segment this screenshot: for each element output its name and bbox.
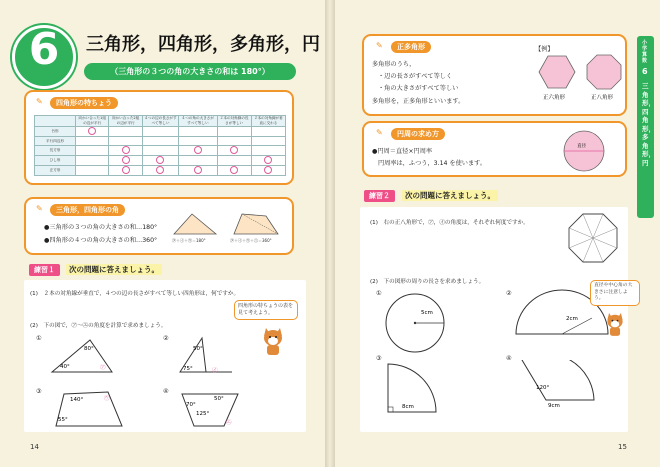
shiba-mascot — [260, 326, 286, 356]
octagon-exercise-figure — [567, 212, 619, 264]
radius-label: 8cm — [402, 404, 414, 410]
circle-mark — [264, 156, 272, 164]
table-cell — [142, 137, 178, 146]
table-cell — [76, 166, 109, 176]
table-cell — [217, 146, 251, 156]
column-header: ４つの角の大きさがすべて等しい — [179, 116, 217, 127]
figure-number: ③ — [36, 388, 42, 395]
angle-label: 120° — [536, 385, 550, 391]
unknown-angle-label: ㋑ — [212, 368, 218, 374]
angle-label: 75° — [183, 366, 193, 372]
table-cell — [109, 166, 142, 176]
column-header: ２本の対角線が垂直に交わる — [251, 116, 285, 127]
radius-label: 5cm — [421, 310, 433, 316]
chapter-title: 三角形，四角形，多角形，円 — [86, 34, 320, 55]
circle-mark — [122, 166, 130, 174]
angle-label: 80° — [84, 346, 94, 352]
triangle-caption: ㋐＋㋑＋㋒＝180° — [172, 238, 206, 243]
column-header: 向かい合った2組の辺が平行 — [109, 116, 142, 127]
row-header: 正方形 — [35, 166, 76, 176]
practice-2-heading: 次の問題に答えましょう。 — [402, 190, 498, 201]
column-header: ２本の対角線の長さが等しい — [217, 116, 251, 127]
side-tab-category: 小学算数 — [642, 40, 648, 64]
angles-heading: 三角形，四角形の角 — [50, 204, 125, 216]
radius-label: 2cm — [566, 316, 578, 322]
table-cell — [109, 137, 142, 146]
quadrilateral-figure-3 — [48, 386, 128, 430]
polygon-heading: 正多角形 — [391, 41, 431, 53]
practice-2-q2: (2) 下の図形の周りの長さを求めましょう。 — [370, 279, 485, 285]
circle-exercise-figure — [384, 292, 446, 354]
practice-1-label: 練習１ — [29, 264, 60, 276]
circle-mark — [88, 127, 96, 135]
figure-number: ① — [376, 290, 382, 297]
octagon-label: 正八角形 — [591, 95, 614, 101]
triangle-angle-figure — [170, 210, 222, 238]
pencil-icon: ✎ — [36, 97, 43, 106]
circumference-heading: 円周の求め方 — [391, 128, 445, 140]
quadrilateral-angle-figure — [228, 210, 284, 238]
circumference-formula: ●円周＝直径×円周率 — [372, 148, 433, 155]
angle-label: 50° — [214, 396, 224, 402]
figure-number: ③ — [376, 355, 382, 362]
row-header: ひし形 — [35, 156, 76, 166]
table-cell — [251, 166, 285, 176]
angle-rule-quadrilateral: ●四角形の４つの角の大きさの和…360° — [44, 237, 158, 244]
circle-mark — [194, 146, 202, 154]
chapter-subtitle: （三角形の３つの角の大きさの和は 180°） — [84, 63, 296, 80]
practice-2-label: 練習２ — [364, 190, 395, 202]
table-cell — [251, 146, 285, 156]
unknown-angle-label: ㋓ — [226, 420, 232, 426]
diameter-label: 直径 — [577, 144, 586, 149]
figure-number: ④ — [163, 388, 169, 395]
polygon-text-4: 多角形を，正多角形といいます。 — [372, 98, 465, 105]
table-corner — [35, 116, 76, 127]
pencil-icon: ✎ — [36, 204, 43, 213]
side-tab-title: 三角形，四角形，多角形，円 — [642, 82, 655, 167]
angle-label: 50° — [193, 346, 203, 352]
table-cell — [142, 127, 178, 137]
angle-label: 40° — [60, 364, 70, 370]
example-label: 【例】 — [535, 46, 554, 53]
table-cell — [76, 146, 109, 156]
table-cell — [179, 146, 217, 156]
unknown-angle-label: ㋒ — [104, 396, 110, 402]
pencil-icon: ✎ — [376, 41, 383, 50]
circle-mark — [230, 146, 238, 154]
figure-number: ④ — [506, 355, 512, 362]
right-page-number: 15 — [618, 443, 627, 451]
quadrilateral-caption: ㋐＋㋑＋㋒＋㋓＝360° — [230, 238, 272, 243]
circle-mark — [156, 156, 164, 164]
column-header: 向かい合った1組の辺が平行 — [76, 116, 109, 127]
table-cell — [76, 137, 109, 146]
table-cell — [179, 127, 217, 137]
angle-label: 55° — [58, 417, 68, 423]
table-cell — [251, 156, 285, 166]
left-page-number: 14 — [30, 443, 39, 451]
figure-number: ② — [163, 335, 169, 342]
row-header: 台形 — [35, 127, 76, 137]
polygon-text-3: ・角の大きさがすべて等しい — [378, 85, 459, 92]
circle-mark — [194, 166, 202, 174]
features-heading: 四角形の特ちょう — [50, 97, 118, 109]
quadrilateral-figure-4 — [176, 386, 244, 430]
table-cell — [109, 127, 142, 137]
table-cell — [76, 127, 109, 137]
table-cell — [251, 127, 285, 137]
circle-mark — [122, 146, 130, 154]
table-cell — [109, 156, 142, 166]
practice-2-q1: (1) 右の正八角形で，㋐，㋑の角度は，それぞれ何度ですか。 — [370, 220, 529, 226]
table-cell — [76, 156, 109, 166]
table-cell — [142, 156, 178, 166]
pi-note: 円周率は，ふつう，3.14 を使います。 — [378, 160, 487, 167]
hint-bubble: 四角形の特ちょうの表を見て考えよう。 — [234, 300, 298, 320]
table-cell — [179, 156, 217, 166]
table-cell — [179, 137, 217, 146]
circle-mark — [230, 166, 238, 174]
practice-1-q1: (1) ２本の対角線が垂直で，４つの辺の長さがすべて等しい四角形は，何ですか。 — [30, 291, 240, 297]
gutter — [325, 0, 335, 467]
circle-mark — [156, 166, 164, 174]
column-header: ４つの辺の長さがすべて等しい — [144, 116, 177, 125]
octagon-figure — [586, 54, 622, 90]
side-tab-number: 6 — [642, 67, 648, 76]
circle-mark — [264, 166, 272, 174]
polygon-text-1: 多角形のうち， — [372, 61, 416, 68]
practice-1-heading: 次の問題に答えましょう。 — [66, 264, 162, 275]
circle-diameter-figure — [562, 129, 606, 173]
radius-label: 9cm — [548, 403, 560, 409]
table-cell — [217, 127, 251, 137]
shiba-mascot — [604, 310, 626, 338]
table-cell — [179, 166, 217, 176]
table-cell — [251, 137, 285, 146]
angle-label: 70° — [186, 402, 196, 408]
figure-number: ② — [506, 290, 512, 297]
polygon-text-2: ・辺の長さがすべて等しく — [378, 73, 453, 80]
table-cell — [217, 166, 251, 176]
table-cell — [142, 166, 178, 176]
circle-mark — [122, 156, 130, 164]
figure-number: ① — [36, 335, 42, 342]
table-cell — [217, 156, 251, 166]
chapter-number: 6 — [28, 24, 60, 75]
hint-bubble: 直径や中心角の大きさに注意しよう。 — [590, 280, 640, 306]
practice-1-q2: (2) 下の図で，㋐～㋓の角度を計算で求めましょう。 — [30, 323, 167, 329]
hexagon-figure — [538, 54, 576, 90]
hexagon-label: 正六角形 — [543, 95, 566, 101]
angle-label: 140° — [70, 397, 84, 403]
table-cell — [109, 146, 142, 156]
angle-label: 125° — [196, 411, 210, 417]
row-header: 長方形 — [35, 146, 76, 156]
pencil-icon: ✎ — [376, 128, 383, 137]
row-header: 平行四辺形 — [35, 137, 76, 146]
unknown-angle-label: ㋐ — [100, 365, 106, 371]
features-table — [34, 115, 286, 176]
table-cell — [217, 137, 251, 146]
angle-rule-triangle: ●三角形の３つの角の大きさの和…180° — [44, 224, 158, 231]
table-cell — [142, 146, 178, 156]
